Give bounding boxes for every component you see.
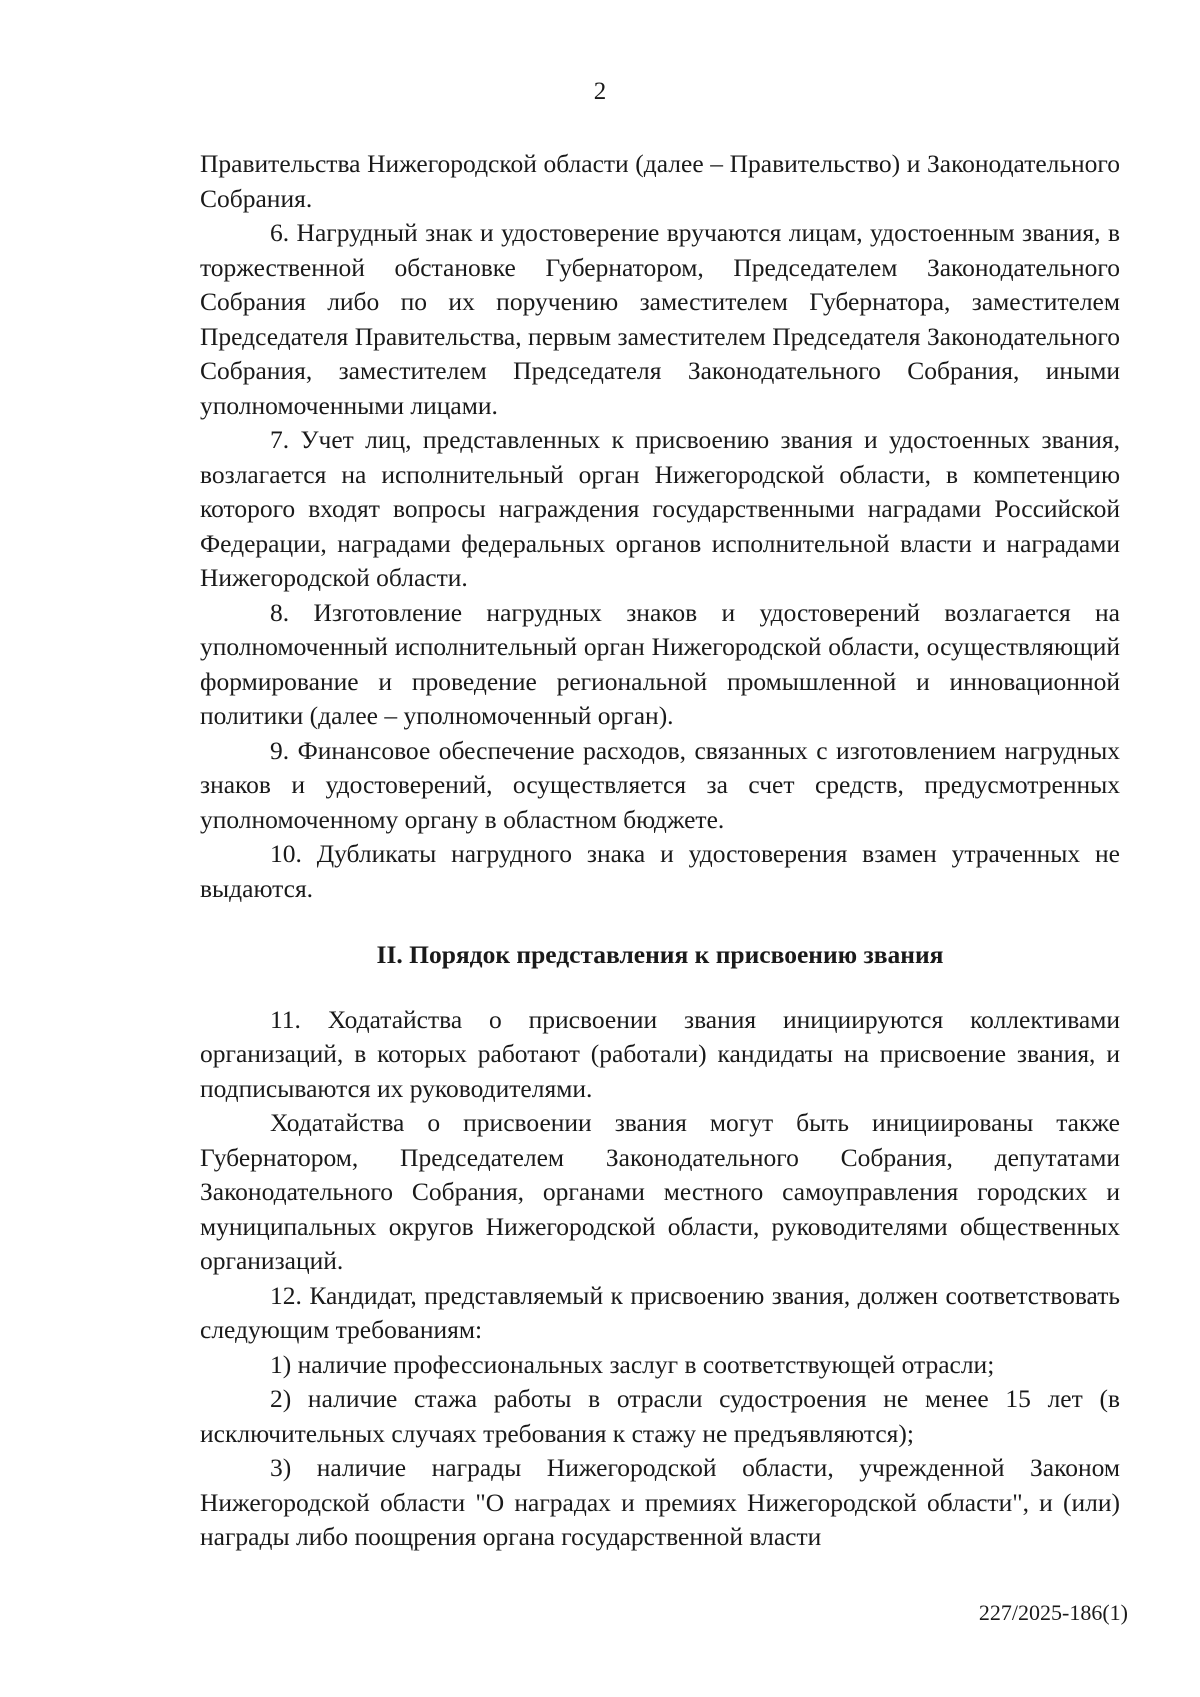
paragraph-12: 12. Кандидат, представляемый к присвоению звания, должен соответствовать следующим требованиям: [200,1280,1120,1344]
paragraph-11: 11. Ходатайства о присвоении звания инициируются коллективами организаций, в которых работают (работали) кандидаты на присвоение звания, и подписываются их руководителями. [200,1004,1120,1103]
page-number: 2 [593,78,607,105]
section-heading: II. Порядок представления к присвоению звания [376,940,944,969]
paragraph-9: 9. Финансовое обеспечение расходов, связанных с изготовлением нагрудных знаков и удостоверений, осуществляется за счет средств, предусмотренных уполномоченному органу в областном бюджете. [200,735,1120,834]
paragraph-continuation: Правительства Нижегородской области (далее – Правительство) и Законодательного Собрания. [200,149,1120,213]
paragraph-12-item-1: 1) наличие профессиональных заслуг в соответствующей отрасли; [270,1349,995,1379]
paragraph-12-item-3: 3) наличие награды Нижегородской области, учрежденной Законом Нижегородской области "О наградах и премиях Нижегородской области", и (или) награды либо поощрения органа государственной власти [200,1453,1120,1551]
paragraph-6: 6. Нагрудный знак и удостоверение вручаются лицам, удостоенным звания, в торжественной обстановке Губернатором, Председателем Законодательного Собрания либо по их поручению заместителем Губернатора, заместителем Председателя Правительства, первым заместителем Председателя Законодательного Собрания, заместителем Председателя Законодательного Собрания, иными уполномоченными лицами. [200,218,1120,420]
paragraph-12-item-2: 2) наличие стажа работы в отрасли судостроения не менее 15 лет (в исключительных случаях требования к стажу не предъявляются); [200,1384,1120,1448]
paragraph-11-second: Ходатайства о присвоении звания могут быть инициированы также Губернатором, Председателем Законодательного Собрания, депутатами Законодательного Собрания, органами местного самоуправления городских и муниципальных округов Нижегородской области, руководителями общественных организаций. [200,1108,1120,1275]
document-registration-number: 227/2025-186(1) [978,1600,1128,1625]
document-body [200,147,1120,1555]
paragraph-10: 10. Дубликаты нагрудного знака и удостоверения взамен утраченных не выдаются. [200,839,1120,903]
paragraph-7: 7. Учет лиц, представленных к присвоению звания и удостоенных звания, возлагается на исполнительный орган Нижегородской области, в компетенцию которого входят вопросы награждения государственными наградами Российской Федерации, наградами федеральных органов исполнительной власти и наградами Нижегородской области. [200,425,1120,592]
paragraph-8: 8. Изготовление нагрудных знаков и удостоверений возлагается на уполномоченный исполнительный орган Нижегородской области, осуществляющий формирование и проведение региональной промышленной и инновационной политики (далее – уполномоченный орган). [200,597,1120,730]
